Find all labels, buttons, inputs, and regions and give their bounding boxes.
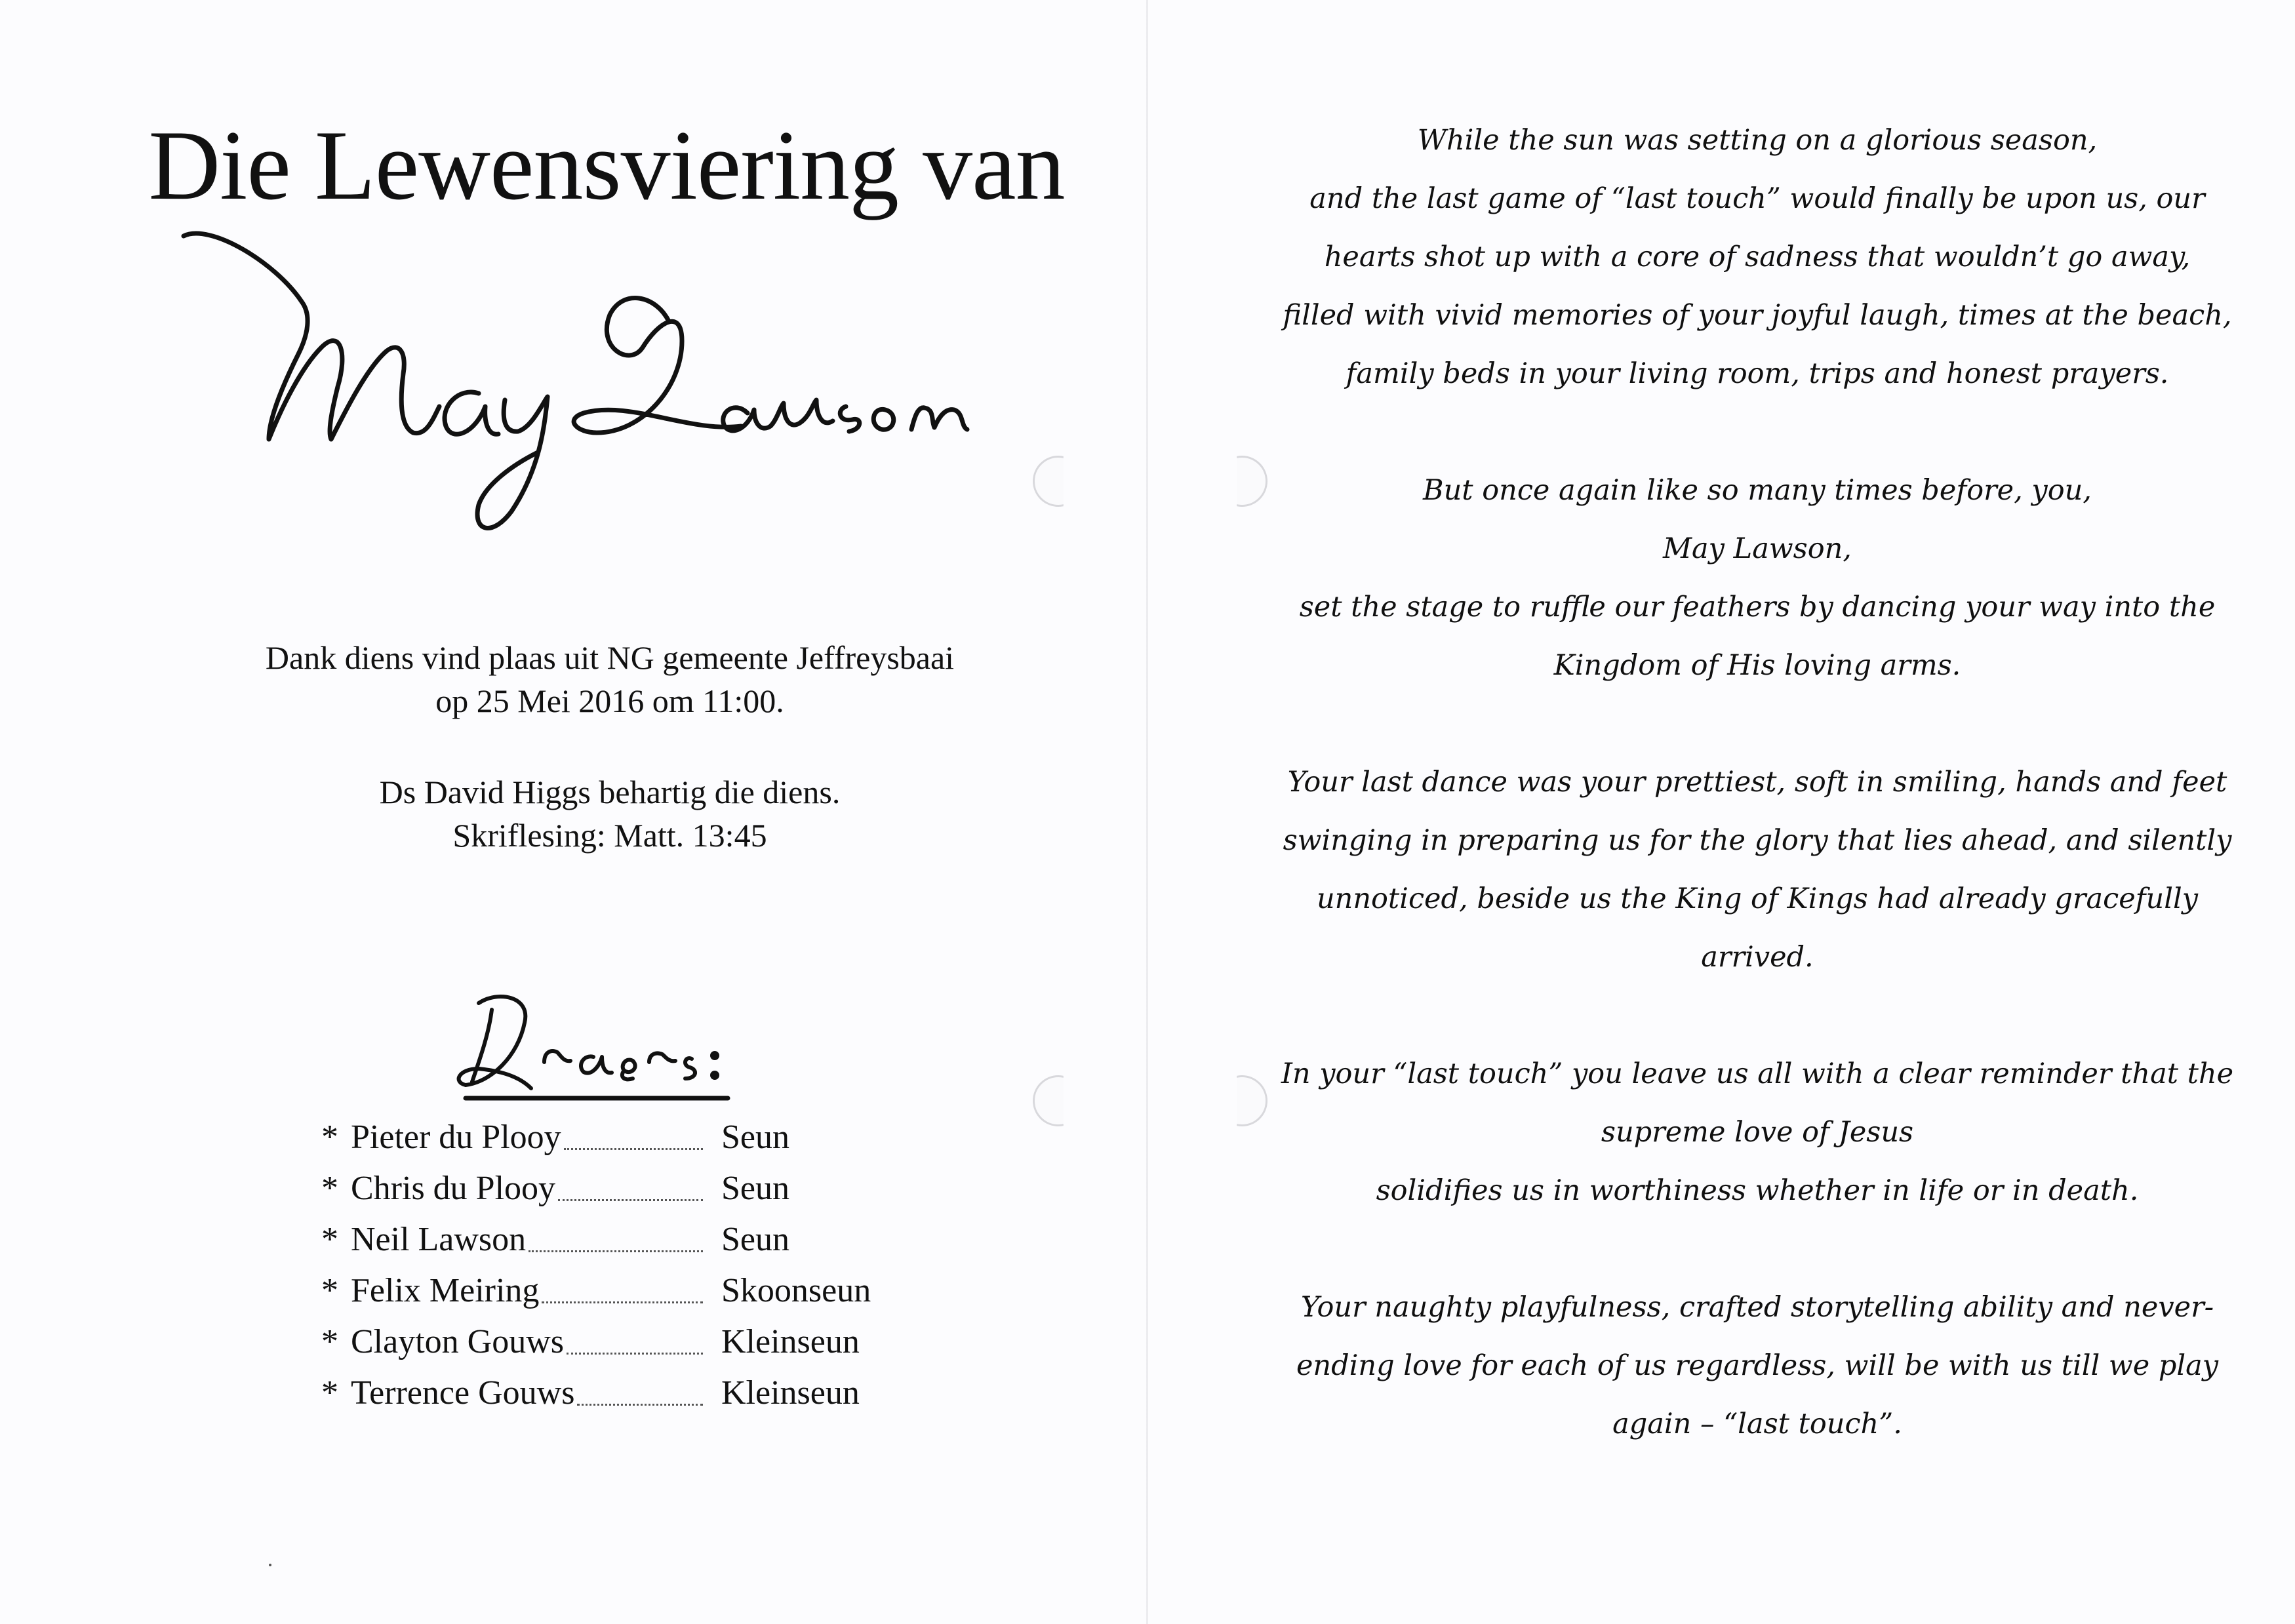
bearer-row [321, 1271, 911, 1322]
poem-line: hearts shot up with a core of sadness that wouldn’t go away, [1324, 241, 2191, 273]
service-line-2: op 25 Mei 2016 om 11:00. [435, 683, 784, 719]
bearer-relation: Kleinseun [721, 1323, 860, 1360]
leader-dots [577, 1404, 703, 1406]
poem-stanza [1246, 462, 2269, 695]
bearer-name: Felix Meiring [351, 1272, 540, 1309]
poem-line: solidifies us in worthiness whether in life or in death. [1376, 1174, 2139, 1207]
service-details [0, 636, 1220, 723]
poem-stanza [1246, 753, 2269, 987]
poem-line: swinging in preparing us for the glory that lies ahead, and silently [1283, 824, 2232, 857]
leader-dots [529, 1250, 703, 1252]
paper-speck [269, 1564, 271, 1566]
poem-line: filled with vivid memories of your joyful laugh, times at the beach, [1283, 299, 2232, 332]
bearer-relation: Skoonseun [721, 1272, 871, 1309]
bearer-marker: * [321, 1119, 338, 1156]
poem-line: While the sun was setting on a glorious season, [1417, 124, 2098, 157]
bearer-marker: * [321, 1272, 338, 1309]
poem-line: Kingdom of His loving arms. [1553, 649, 1961, 682]
poem-stanza [1246, 1045, 2269, 1220]
poem-line: family beds in your living room, trips and honest prayers. [1346, 357, 2169, 390]
bearers-heading-script [452, 983, 767, 1108]
poem-line: supreme love of Jesus [1601, 1116, 1914, 1149]
poem-line: But once again like so many times before, you, [1423, 474, 2092, 507]
poem [1246, 111, 2269, 1512]
poem-stanza [1246, 1278, 2269, 1454]
minister-line: Ds David Higgs behartig die diens. [379, 774, 841, 810]
scripture-line: Skriflesing: Matt. 13:45 [452, 817, 767, 854]
bearers-list [321, 1118, 911, 1425]
bearer-name: Clayton Gouws [351, 1323, 564, 1360]
poem-line: Your naughty playfulness, crafted storytelling ability and never- [1300, 1291, 2214, 1324]
poem-line: ending love for each of us regardless, will be with us till we play [1296, 1349, 2219, 1382]
leader-dots [564, 1148, 703, 1150]
poem-line: arrived. [1701, 941, 1814, 974]
leader-dots [558, 1199, 703, 1201]
bearer-row [321, 1169, 911, 1220]
minister-details [0, 770, 1220, 857]
bearer-name: Chris du Plooy [351, 1170, 556, 1207]
bearer-relation: Kleinseun [721, 1374, 860, 1412]
service-line-1: Dank diens vind plaas uit NG gemeente Jeffreysbaai [265, 639, 955, 676]
bearer-relation: Seun [721, 1170, 789, 1207]
bearer-row [321, 1220, 911, 1271]
poem-line: In your “last touch” you leave us all with a clear reminder that the [1281, 1058, 2234, 1090]
poem-line: again – “last touch”. [1612, 1408, 1902, 1440]
bearer-row [321, 1118, 911, 1169]
bearer-marker: * [321, 1170, 338, 1207]
poem-stanza [1246, 111, 2269, 403]
poem-line: unnoticed, beside us the King of Kings had already gracefully [1316, 882, 2199, 915]
bearer-relation: Seun [721, 1221, 789, 1258]
bearer-marker: * [321, 1323, 338, 1360]
bearer-name: Neil Lawson [351, 1221, 527, 1258]
bearer-marker: * [321, 1374, 338, 1412]
poem-line: May Lawson, [1663, 532, 1852, 565]
poem-line: Your last dance was your prettiest, soft in smiling, hands and feet [1287, 766, 2227, 799]
leader-dots [542, 1301, 703, 1303]
bearer-name: Pieter du Plooy [351, 1119, 561, 1156]
bearer-row [321, 1374, 911, 1425]
bearer-name: Terrence Gouws [351, 1374, 575, 1412]
poem-line: and the last game of “last touch” would finally be upon us, our [1309, 182, 2205, 215]
bearer-row [321, 1322, 911, 1374]
bearer-marker: * [321, 1221, 338, 1258]
page-title: Die Lewensviering van [148, 110, 1065, 220]
deceased-name-script [170, 223, 1023, 590]
poem-line: set the stage to ruffle our feathers by dancing your way into the [1299, 591, 2216, 624]
bearer-relation: Seun [721, 1119, 789, 1156]
leader-dots [567, 1353, 703, 1355]
